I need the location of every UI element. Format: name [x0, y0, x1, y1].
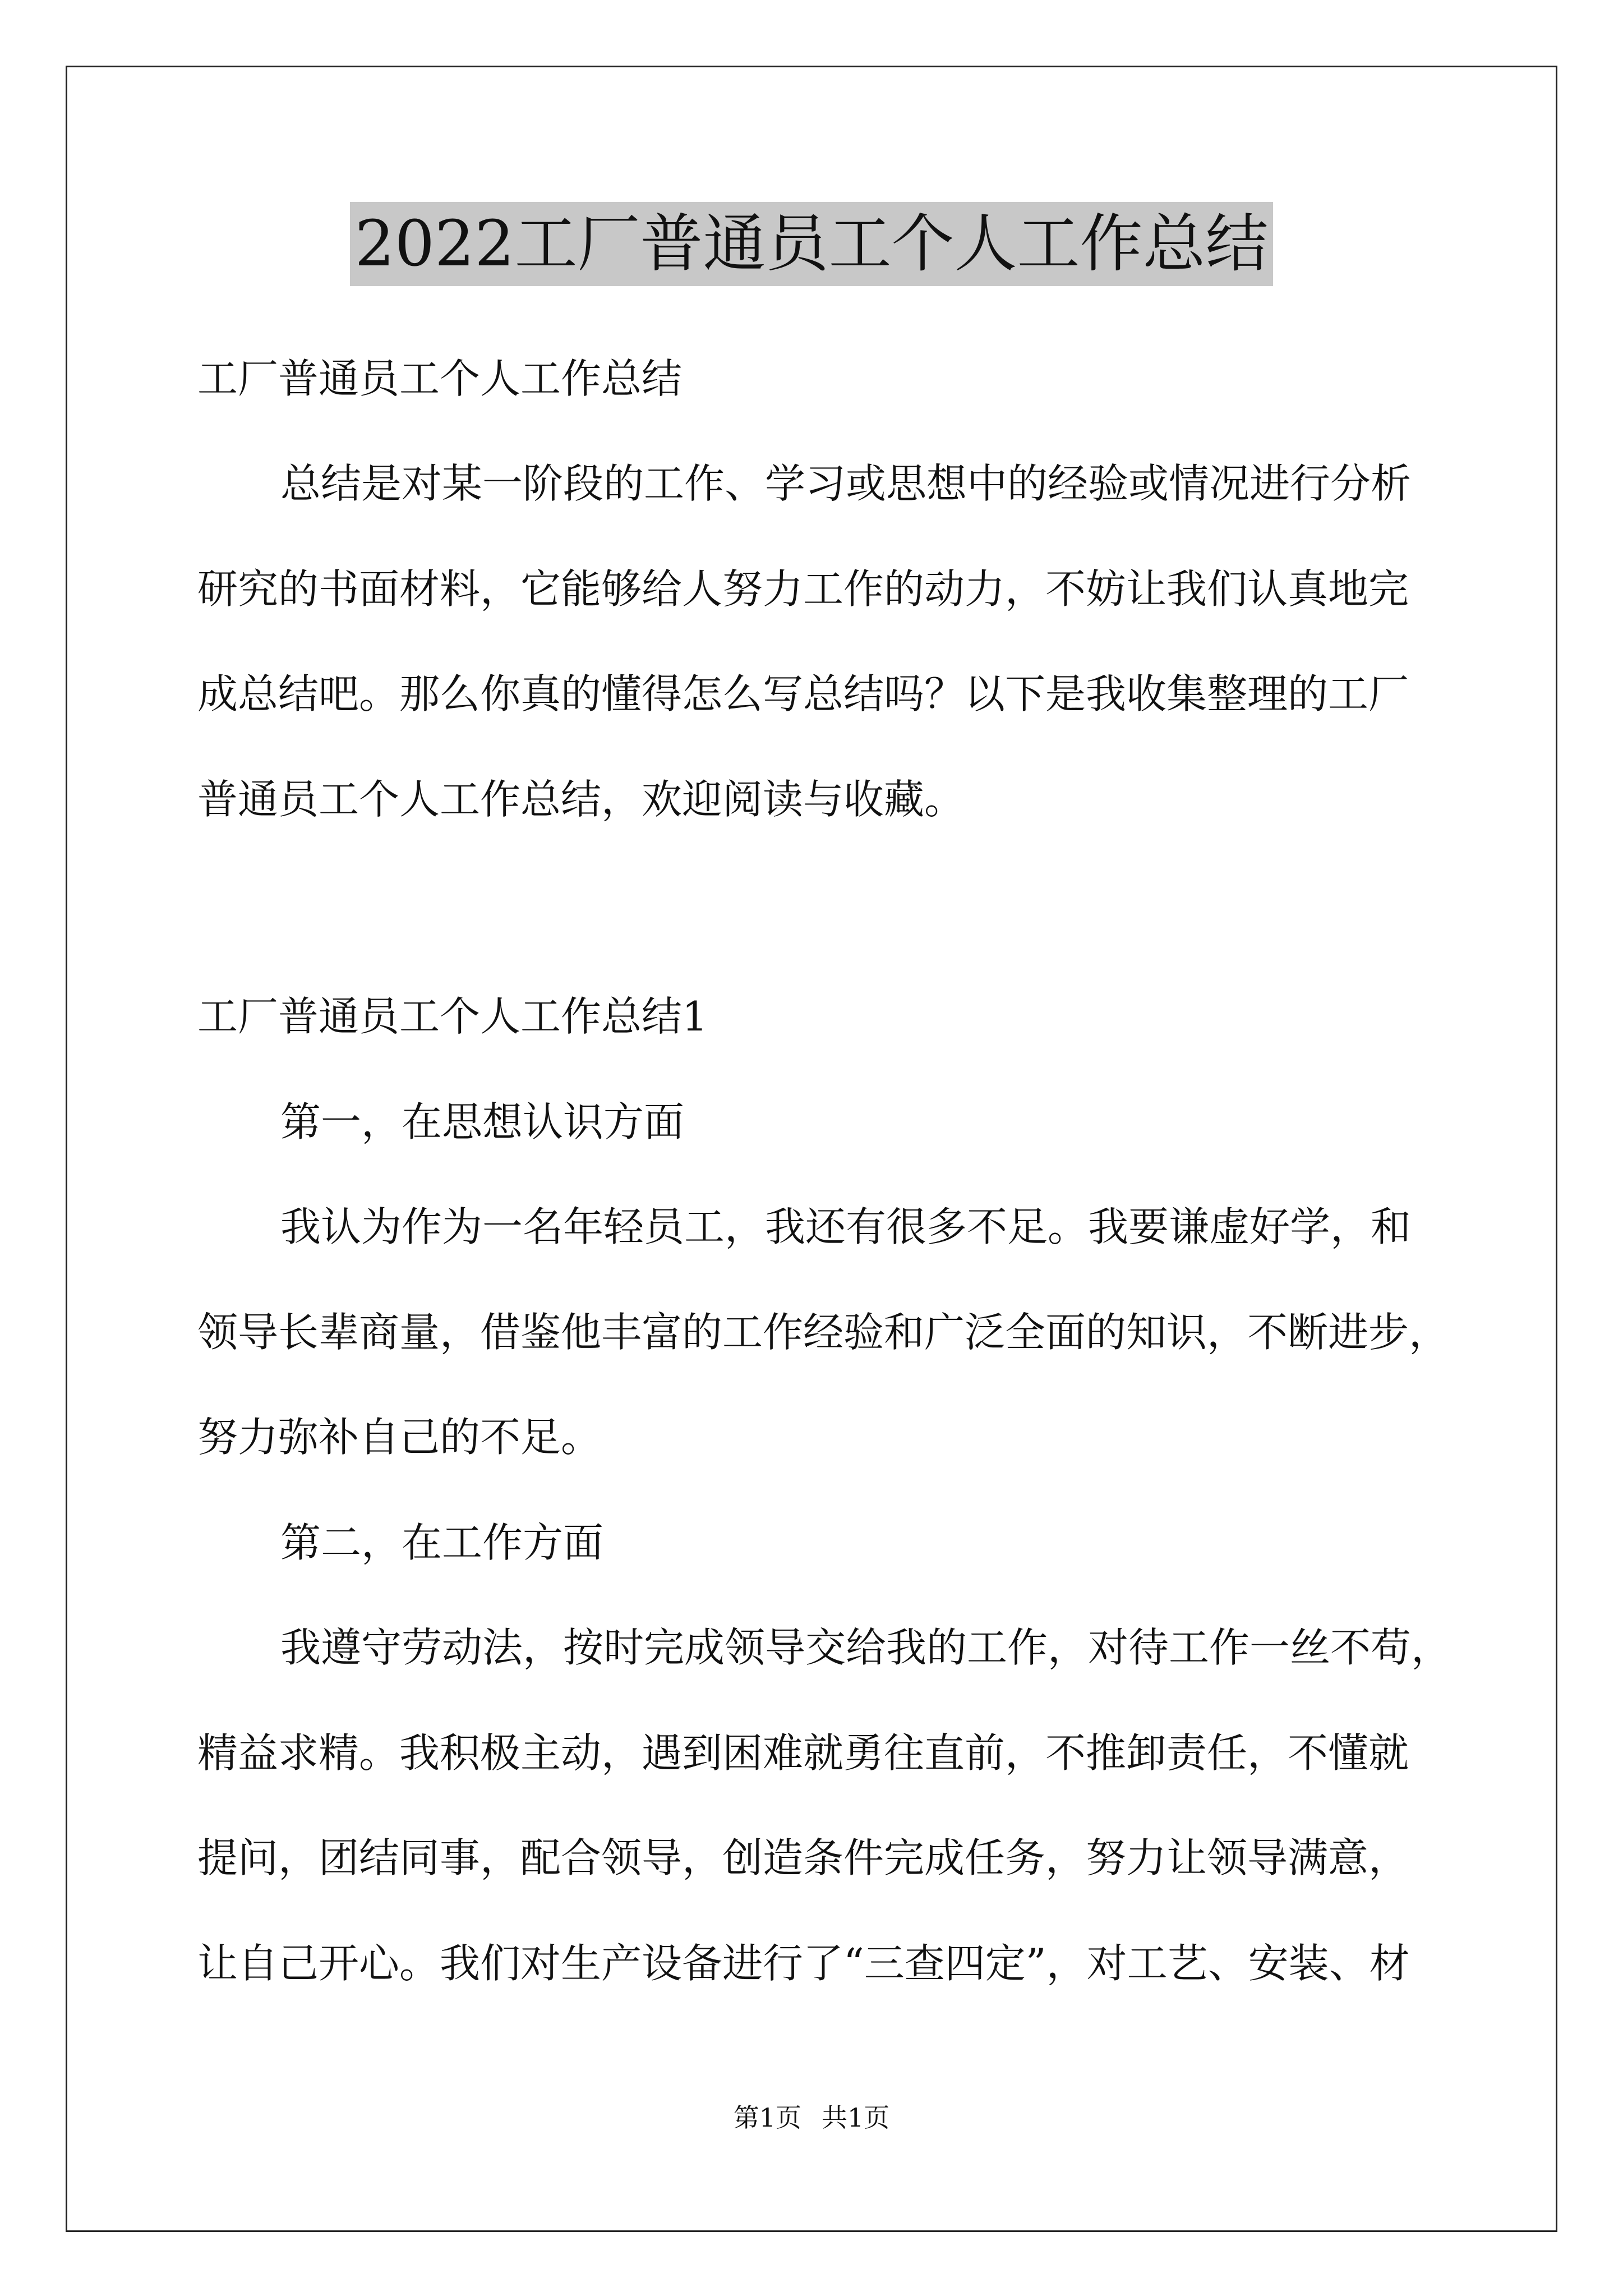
page-number: 第1页: [733, 2102, 801, 2133]
paragraph-line: 让自己开心。我们对生产设备进行了“三查四定”，对工艺、安装、材: [197, 1940, 1410, 1987]
paragraph-line: 研究的书面材料，它能够给人努力工作的动力，不妨让我们认真地完: [197, 565, 1409, 613]
paragraph-line: 提问，团结同事，配合领导，创造条件完成任务，努力让领导满意，: [197, 1834, 1409, 1881]
document-title: 2022工厂普通员工个人工作总结: [350, 202, 1272, 286]
paragraph-line: 我认为作为一名年轻员工，我还有很多不足。我要谦虚好学，和: [280, 1203, 1412, 1250]
section-heading: 工厂普通员工个人工作总结: [197, 355, 683, 402]
paragraph-line: 总结是对某一阶段的工作、学习或思想中的经验或情况进行分析: [280, 460, 1412, 507]
sub-heading: 第一，在思想认识方面: [280, 1098, 685, 1145]
paragraph-line: 普通员工个人工作总结，欢迎阅读与收藏。: [197, 776, 965, 823]
paragraph-line: 成总结吧。那么你真的懂得怎么写总结吗？以下是我收集整理的工厂: [197, 670, 1409, 717]
page-total: 共1页: [822, 2102, 890, 2133]
page-footer: [0, 2101, 1623, 2134]
section-heading: 工厂普通员工个人工作总结1: [197, 993, 708, 1040]
paragraph-line: 精益求精。我积极主动，遇到困难就勇往直前，不推卸责任，不懂就: [197, 1729, 1409, 1777]
sub-heading: 第二，在工作方面: [280, 1519, 604, 1566]
paragraph-line: 领导长辈商量，借鉴他丰富的工作经验和广泛全面的知识，不断进步，: [197, 1309, 1450, 1356]
paragraph-line: 我遵守劳动法，按时完成领导交给我的工作，对待工作一丝不苟，: [280, 1624, 1452, 1671]
title-container: [0, 202, 1623, 286]
paragraph-line: 努力弥补自己的不足。: [197, 1414, 602, 1461]
